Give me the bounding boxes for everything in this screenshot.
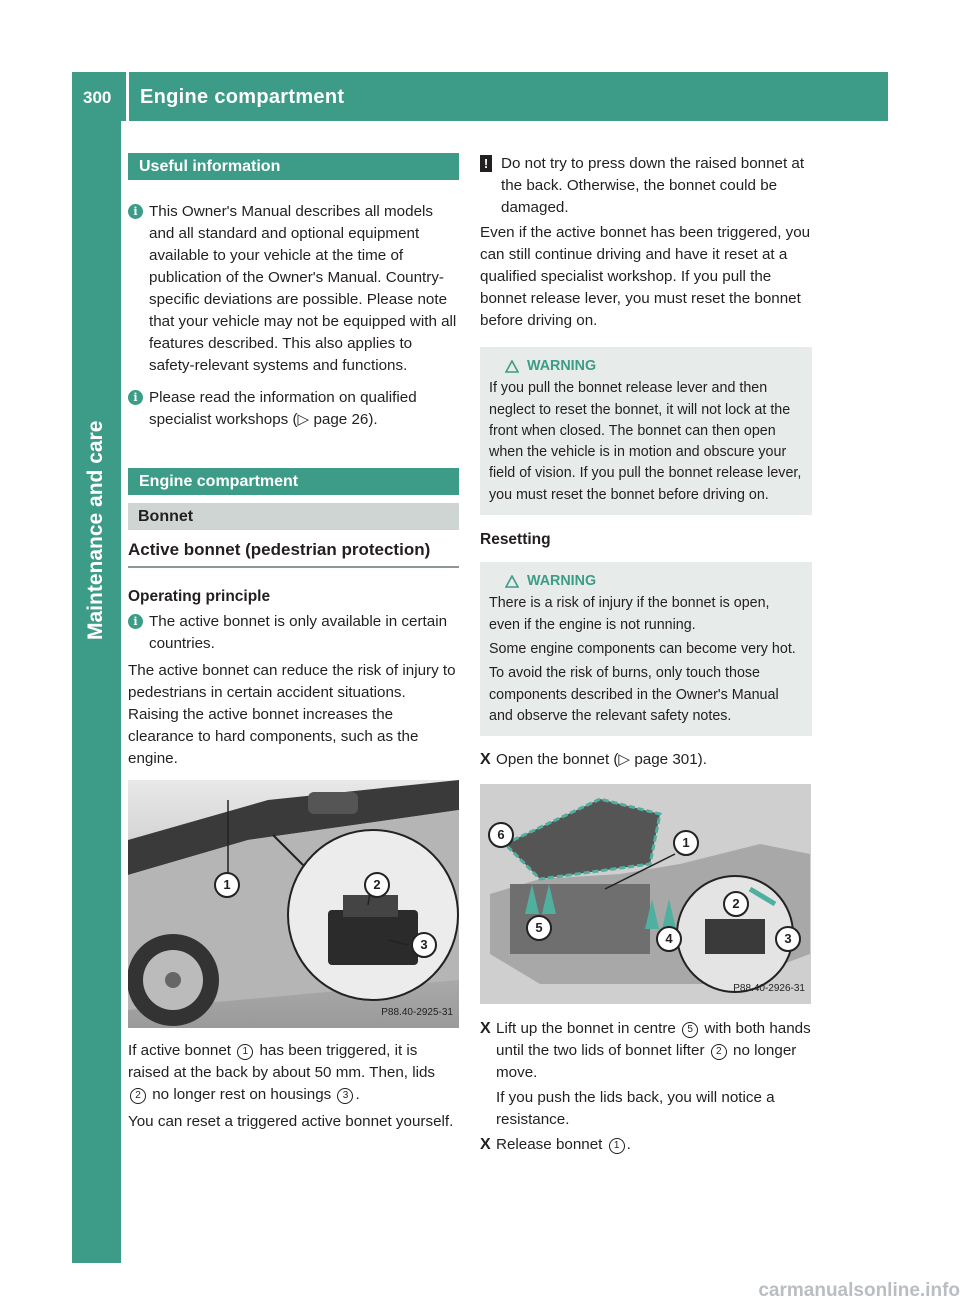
step-lift-note: If you push the lids back, you will notice a resistance. (496, 1089, 775, 1129)
info-text-3: The active bonnet is only available in certain countries. (149, 613, 448, 652)
triggered-paragraph: If active bonnet 1 has been triggered, it is raised at the back by about 50 mm. Then, lids 2 no longer rest on housings 3 . (128, 1042, 436, 1103)
callout-2: 2 (723, 891, 749, 917)
page-title: Engine compartment (140, 86, 345, 108)
car-front-illustration (128, 780, 459, 1028)
step-x-icon: X (480, 751, 491, 769)
operating-principle-heading: Operating principle (128, 588, 271, 605)
warning-text-2a: There is a risk of injury if the bonnet is open, even if the engine is not running. (489, 595, 770, 633)
callout-3: 3 (775, 926, 801, 952)
image-code: P88.40-2926-31 (733, 983, 805, 995)
step-open-bonnet: X Open the bonnet (▷ page 301). (480, 749, 812, 771)
info-text-1: This Owner's Manual describes all models and all standard and optional equipment available to your vehicle at the time of publication of the Owner's Manual. Country-specific deviations are possible. Please note that your vehicle may not be equipped with all features described. This also applies to safety-relevant systems and functions. (149, 203, 457, 374)
bonnet-lift-image (480, 784, 811, 1004)
info-text-2: Please read the information on qualified specialist workshops (▷ page 26). (149, 389, 417, 428)
damage-note-text: Do not try to press down the raised bonnet at the back. Otherwise, the bonnet could be damaged. (501, 155, 805, 216)
reset-paragraph: You can reset a triggered active bonnet yourself. (128, 1113, 454, 1130)
info-note-1 (128, 201, 459, 377)
bonnet-heading: Bonnet (128, 503, 459, 530)
info-note-3 (128, 611, 459, 655)
step-lift-bonnet: X Lift up the bonnet in centre 5 with both hands until the two lids of bonnet lifter 2 no longer move. If you push the lids back, you will notice a resistance. (480, 1018, 812, 1131)
left-column (128, 153, 459, 1133)
info-icon: i (128, 614, 143, 629)
callout-1: 1 (214, 872, 240, 898)
image-code: P88.40-2925-31 (381, 1007, 453, 1018)
useful-info-heading: Useful information (128, 153, 459, 180)
open-bonnet-illustration (480, 784, 811, 1004)
header-separator (126, 72, 129, 121)
info-icon: i (128, 204, 143, 219)
callout-3: 3 (411, 932, 437, 958)
reset-workshop-paragraph: Even if the active bonnet has been triggered, you can still continue driving and have it reset at a qualified specialist workshop. If you pull the bonnet release lever, you must reset the bonnet before driving on. (480, 224, 811, 329)
exclamation-icon: ! (480, 155, 492, 172)
step-x-icon: X (480, 1136, 491, 1154)
step-release-bonnet: X Release bonnet 1 . (480, 1134, 812, 1156)
side-tab-label: Maintenance and care (84, 420, 107, 640)
page-number: 300 (83, 88, 112, 107)
info-icon: i (128, 390, 143, 405)
warning-box-1 (480, 347, 812, 515)
warning-triangle-icon (505, 360, 519, 373)
info-note-2 (128, 387, 459, 431)
resetting-heading: Resetting (480, 531, 551, 549)
callout-4: 4 (656, 926, 682, 952)
callout-6: 6 (488, 822, 514, 848)
right-column (480, 153, 812, 1156)
warning-text-2b: Some engine components can become very hot. (489, 640, 796, 657)
damage-note (480, 153, 812, 219)
warning-triangle-icon (505, 575, 519, 588)
watermark: carmanualsonline.info (758, 1280, 960, 1301)
engine-compartment-heading: Engine compartment (128, 468, 459, 495)
warning-header: WARNING (505, 571, 804, 592)
warning-header: WARNING (505, 356, 804, 377)
active-bonnet-image (128, 780, 459, 1028)
callout-5: 5 (526, 915, 552, 941)
operating-paragraph: The active bonnet can reduce the risk of injury to pedestrians in certain accident situations. Raising the active bonnet increases the clearance to hard components, such as the engine. (128, 662, 456, 767)
warning-text-2c: To avoid the risk of burns, only touch those components described in the Owner's Manual and observe the relevant safety notes. (489, 665, 779, 724)
callout-1: 1 (673, 830, 699, 856)
active-bonnet-heading: Active bonnet (pedestrian protection) (128, 539, 459, 568)
side-tab (72, 121, 121, 1263)
warning-box-2 (480, 562, 812, 736)
callout-2: 2 (364, 872, 390, 898)
step-x-icon: X (480, 1020, 491, 1038)
warning-text-1: If you pull the bonnet release lever and then neglect to reset the bonnet, it will not lock at the front when closed. The bonnet can then open when the vehicle is in motion and obscure your field of vision. If you pull the bonnet release lever, you must reset the bonnet before driving on. (489, 380, 802, 503)
